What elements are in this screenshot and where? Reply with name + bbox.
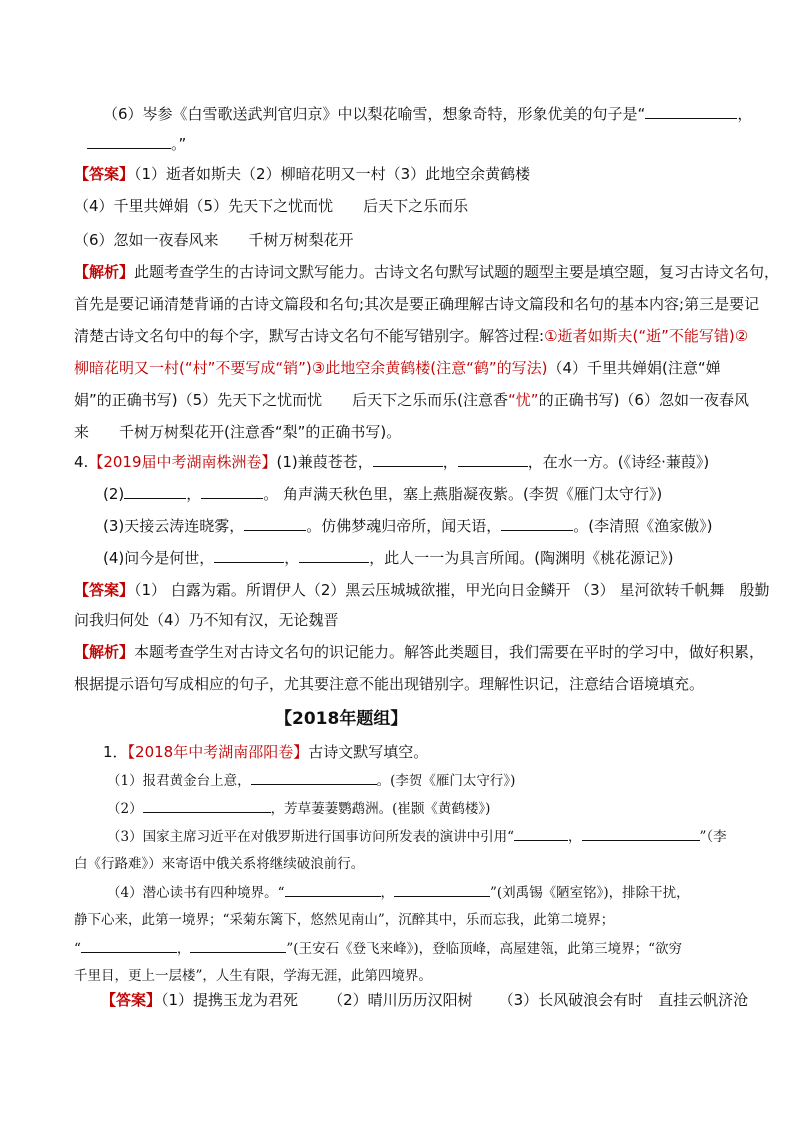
- analysis-line: 【解析】本题考查学生对古诗文名句的识记能力。解答此类题目，我们需要在平时的学习中，做好积累，: [74, 643, 765, 661]
- analysis-line: 清楚古诗文名句中的每个字，默写古诗文名句不能写错别字。解答过程:①逝者如斯夫(“逝”不能写错)②: [74, 327, 749, 345]
- question-2018-line: （2） ，芳草萋萋鹦鹉洲。(崔颢《黄鹤楼》): [107, 798, 490, 819]
- answer-line: 【答案】（1）逝者如斯夫（2）柳暗花明又一村（3）此地空余黄鹤楼: [74, 165, 531, 183]
- answer-blank[interactable]: [285, 882, 381, 897]
- analysis-line: 【解析】此题考查学生的古诗词文默写能力。古诗文名句默写试题的题型主要是填空题，复习古诗文名句，: [74, 263, 780, 281]
- answer-line: 【答案】（1） 白露为霜。所谓伊人（2）黑云压城城欲摧，甲光向日金鳞开 （3） 星河欲转千帆舞 殷勤: [74, 581, 770, 599]
- answer-blank[interactable]: [190, 938, 286, 953]
- analysis-line: 娟”的正确书写)（5）先天下之忧而忧 后天下之乐而乐(注意香“忧”的正确书写)（6）忽如一夜春风: [74, 391, 749, 409]
- answer-blank[interactable]: [201, 484, 263, 499]
- answer-blank[interactable]: [124, 484, 186, 499]
- question-2018-line: （1）报君黄金台上意， 。(李贺《雁门太守行》): [107, 770, 515, 791]
- answer-blank[interactable]: [81, 938, 177, 953]
- answer-blank[interactable]: [87, 134, 171, 149]
- answer-blank[interactable]: [394, 882, 490, 897]
- answer-line: （4）千里共婵娟（5）先天下之忧而忧 后天下之乐而乐: [74, 197, 469, 215]
- answer-blank[interactable]: [514, 826, 568, 841]
- question-2018-line: 白《行路难》）来寄语中俄关系将继续破浪前行。: [74, 856, 365, 872]
- question-4: 4.【2019届中考湖南株洲卷】(1)兼葭苍苍， ， ，在水一方。(《诗经·蒹葭》): [74, 453, 710, 471]
- answer-blank[interactable]: [244, 516, 306, 531]
- answer-blank[interactable]: [251, 770, 377, 785]
- question-6: （6）岑参《白雪歌送武判官归京》中以梨花喻雪，想象奇特，形象优美的句子是“ ，: [103, 105, 753, 123]
- question-2018-line: 千里目，更上一层楼”，人生有限，学海无涯，此第四境界。: [74, 968, 432, 984]
- answer-blank[interactable]: [582, 826, 700, 841]
- answer-blank[interactable]: [373, 452, 443, 467]
- question-2018-line: （4）潜心读书有四种境界。“ ， ”(刘禹锡《陋室铭》)，排除干扰，: [107, 882, 690, 903]
- question-2018-line: （3）国家主席习近平在对俄罗斯进行国事访问所发表的演讲中引用“ ， ”（李: [107, 826, 727, 847]
- answer-line: 【答案】（1）提携玉龙为君死 （2）晴川历历汉阳树 （3）长风破浪会有时 直挂云帆济沧: [101, 991, 749, 1009]
- analysis-line: 来 千树万树梨花开(注意香“梨”的正确书写)。: [74, 423, 402, 441]
- question-4-line: (4)问今是何世， ， ，此人一一为具言所闻。(陶渊明《桃花源记》): [103, 549, 674, 567]
- question-2018-1: 1．【2018年中考湖南邵阳卷】古诗文默写填空。: [103, 743, 429, 761]
- analysis-line: 柳暗花明又一村(“村”不要写成“销”)③此地空余黄鹤楼(注意“鹤”的写法)（4）千里共婵娟(注意“婵: [74, 359, 721, 377]
- answer-line: 问我归何处（4）乃不知有汉，无论魏晋: [74, 611, 339, 629]
- question-6-cont: 。”: [87, 134, 186, 154]
- answer-blank[interactable]: [299, 548, 369, 563]
- answer-blank[interactable]: [214, 548, 284, 563]
- answer-blank[interactable]: [458, 452, 528, 467]
- answer-blank[interactable]: [501, 516, 573, 531]
- analysis-line: 首先是要记诵清楚背诵的古诗文篇段和名句;其次是要正确理解古诗文篇段和名句的基本内容;第三是要记: [74, 295, 760, 313]
- section-heading: 【2018年题组】: [275, 709, 408, 729]
- analysis-line: 根据提示语句写成相应的句子，尤其要注意不能出现错别字。理解性识记，注意结合语境填充。: [74, 675, 705, 693]
- answer-blank[interactable]: [143, 798, 271, 813]
- question-4-line: (2) ， 。 角声满天秋色里，塞上燕脂凝夜紫。(李贺《雁门太守行》): [103, 485, 663, 503]
- question-4-line: (3)天接云涛连晓雾， 。仿佛梦魂归帝所，闻天语， 。(李清照《渔家傲》): [103, 517, 713, 535]
- answer-line: （6）忽如一夜春风来 千树万树梨花开: [74, 231, 354, 249]
- question-2018-line: 静下心来，此第一境界；“采菊东篱下，悠然见南山”，沉醉其中，乐而忘我，此第二境界；: [74, 912, 615, 928]
- question-2018-line: “ ， ”(王安石《登飞来峰》)，登临顶峰，高屋建瓴，此第三境界；“欲穷: [74, 938, 682, 959]
- answer-blank[interactable]: [645, 104, 737, 119]
